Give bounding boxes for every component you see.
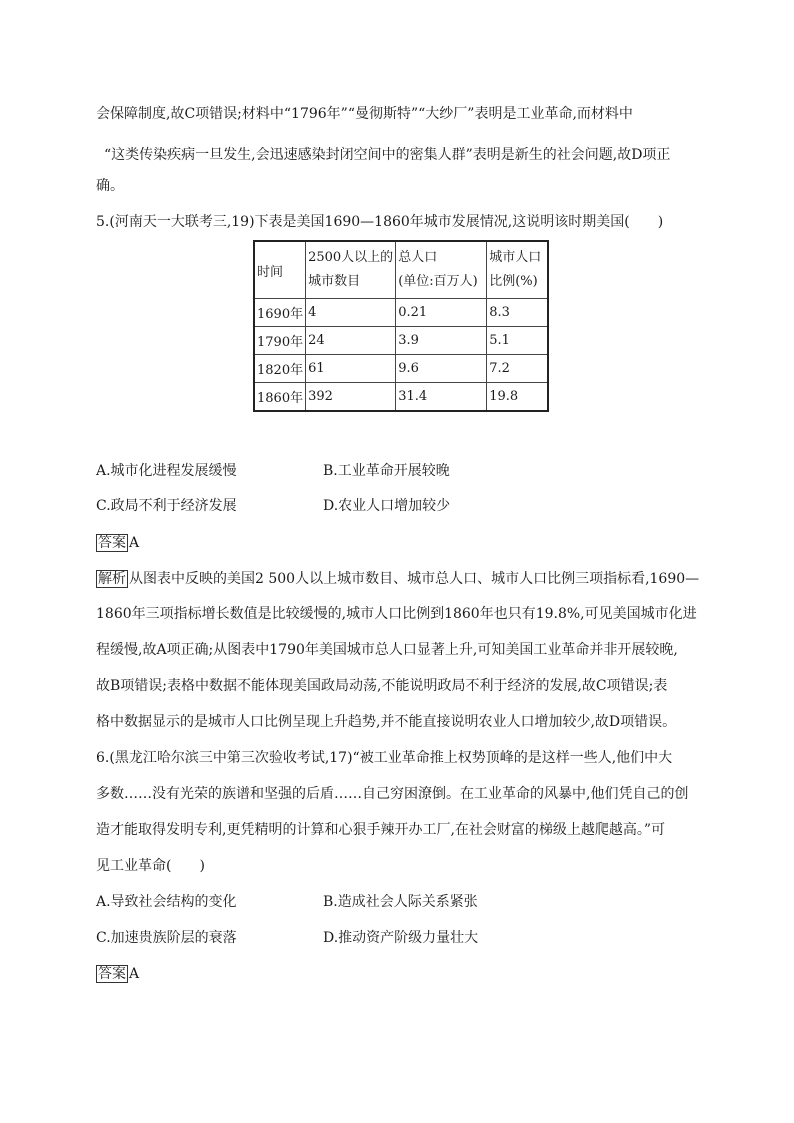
table-cell: 1820年 (254, 355, 306, 383)
q5-answer-line (96, 533, 139, 553)
table-cell: 61 (306, 355, 396, 383)
q5-analysis-line-1 (96, 569, 699, 589)
intro-line-2: “这类传染疾病一旦发生,会迅速感染封闭空间中的密集人群”表明是新生的社会问题,故D项正 (104, 147, 671, 163)
table-row (254, 327, 548, 355)
q5-option-a: A.城市化进程发展缓慢 (96, 463, 237, 479)
intro-line-3: 确。 (96, 178, 124, 194)
answer-value: A (129, 535, 140, 551)
header-total-population-line-1: 总人口 (398, 250, 438, 265)
table-cell: 31.4 (396, 383, 487, 412)
question-6-stem-line-4: 见工业革命( ) (96, 858, 205, 874)
header-urban-ratio-line-1: 城市人口 (489, 250, 542, 265)
q5-analysis-line-5: 格中数据显示的是城市人口比例呈现上升趋势,并不能直接说明农业人口增加较少,故D项错误。 (96, 714, 677, 730)
table-cell: 4 (306, 299, 396, 327)
q5-analysis-line-4: 故B项错误;表格中数据不能体现美国政局动荡,不能说明政局不利于经济的发展,故C项错误;表 (96, 678, 668, 694)
q6-option-d: D.推动资产阶级力量壮大 (323, 930, 479, 946)
header-city-count (306, 241, 396, 299)
header-urban-ratio (487, 241, 549, 299)
analysis-label: 解析 (98, 571, 126, 587)
q5-analysis-line-2: 1860年三项指标增长数值是比较缓慢的,城市人口比例到1860年也只有19.8%,可见美国城市化进 (96, 606, 697, 622)
table-cell: 19.8 (487, 383, 549, 412)
table-cell: 1790年 (254, 327, 306, 355)
q6-option-c: C.加速贵族阶层的衰落 (96, 930, 237, 946)
q5-option-b: B.工业革命开展较晚 (323, 463, 450, 479)
analysis-text: 从图表中反映的美国2 500人以上城市数目、城市总人口、城市人口比例三项指标看,1690— (129, 571, 700, 587)
table-cell: 7.2 (487, 355, 549, 383)
city-development-table (253, 240, 549, 412)
question-6-stem-line-3: 造才能取得发明专利,更凭精明的计算和心狠手辣开办工厂,在社会财富的梯级上越爬越高。”可 (96, 822, 666, 838)
table-row (254, 355, 548, 383)
table-header-row (254, 241, 548, 299)
question-6-stem-line-2: 多数……没有光荣的族谱和坚强的后盾……自己穷困潦倒。在工业革命的风暴中,他们凭自己的创 (96, 786, 689, 802)
table-row (254, 299, 548, 327)
table-cell: 24 (306, 327, 396, 355)
table-cell: 9.6 (396, 355, 487, 383)
q5-option-d: D.农业人口增加较少 (323, 498, 451, 514)
table-cell: 1690年 (254, 299, 306, 327)
q6-option-a: A.导致社会结构的变化 (96, 894, 237, 910)
table-cell: 392 (306, 383, 396, 412)
intro-line-1: 会保障制度,故C项错误;材料中“1796年”“曼彻斯特”“大纱厂”表明是工业革命,而材料中 (96, 106, 633, 122)
header-total-population-line-2: (单位:百万人) (398, 274, 478, 289)
q6-answer-line (96, 964, 139, 984)
header-total-population (396, 241, 487, 299)
question-5-stem: 5.(河南天一大联考三,19)下表是美国1690—1860年城市发展情况,这说明该时期美国( ) (96, 214, 664, 230)
header-city-count-line-1: 2500人以上的 (308, 250, 394, 265)
question-6-stem-line-1: 6.(黑龙江哈尔滨三中第三次验收考试,17)“被工业革命推上权势顶峰的是这样一些人,他们中大 (96, 750, 673, 766)
answer-label: 答案 (98, 966, 126, 982)
table-cell: 0.21 (396, 299, 487, 327)
q5-analysis-line-3: 程缓慢,故A项正确;从图表中1790年美国城市总人口显著上升,可知美国工业革命并非开展较晚, (96, 642, 678, 658)
q6-option-b: B.造成社会人际关系紧张 (323, 894, 478, 910)
table-cell: 1860年 (254, 383, 306, 412)
header-city-count-line-2: 城市数目 (308, 274, 361, 289)
table-cell: 3.9 (396, 327, 487, 355)
table-cell: 8.3 (487, 299, 549, 327)
header-urban-ratio-line-2: 比例(%) (489, 274, 538, 289)
table-cell: 5.1 (487, 327, 549, 355)
q5-option-c: C.政局不利于经济发展 (96, 498, 237, 514)
header-time: 时间 (254, 241, 306, 299)
answer-label: 答案 (98, 535, 126, 551)
table-row (254, 383, 548, 412)
answer-value: A (129, 966, 140, 982)
